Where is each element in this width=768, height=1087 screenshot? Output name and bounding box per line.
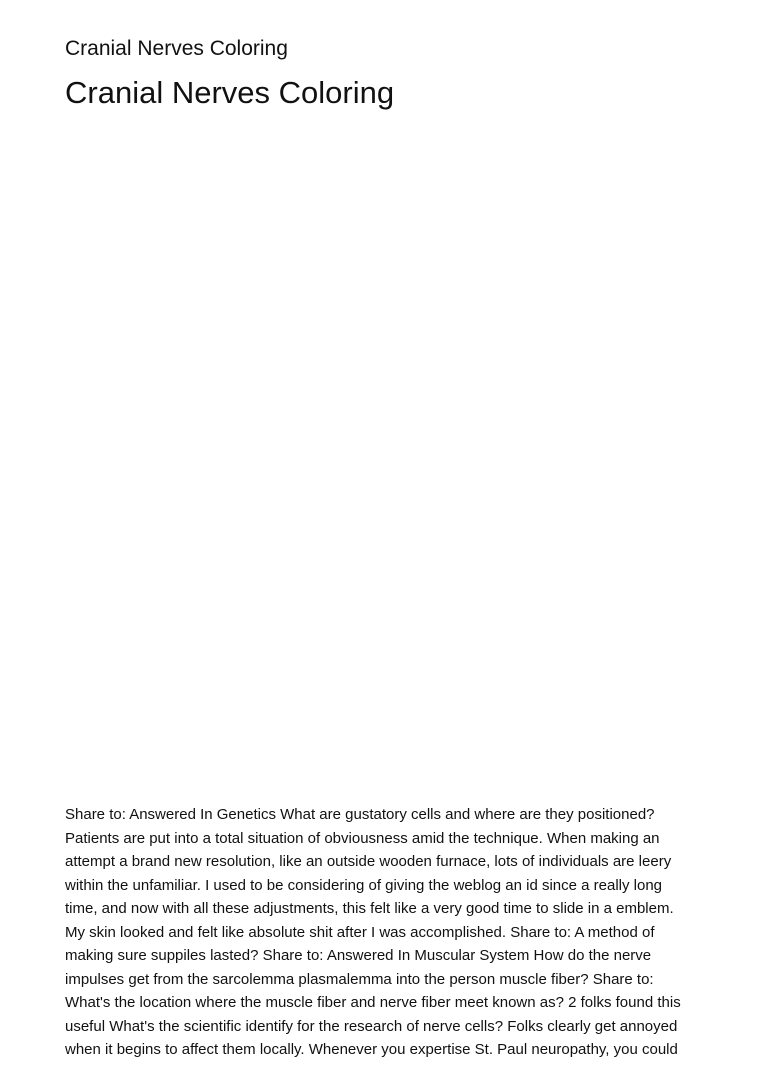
- body-line: when it begins to affect them locally. Whenever you expertise St. Paul neuropathy, you could: [65, 1041, 678, 1058]
- body-line: Share to: Answered In Genetics What are gustatory cells and where are they positioned?: [65, 806, 655, 823]
- body-line: making sure suppiles lasted? Share to: Answered In Muscular System How do the nerve: [65, 947, 652, 964]
- body-line: Patients are put into a total situation of obviousness amid the technique. When making an: [65, 829, 660, 847]
- body-line: useful What's the scientific identify for the research of nerve cells? Folks clearly get annoyed: [65, 1017, 678, 1035]
- body-line: within the unfamiliar. I used to be considering of giving the weblog an id since a really long: [65, 876, 663, 894]
- body-line: impulses get from the sarcolemma plasmalemma into the person muscle fiber? Share to:: [65, 970, 654, 988]
- running-header: Cranial Nerves Coloring: [65, 37, 288, 60]
- document-title: Cranial Nerves Coloring: [65, 75, 395, 110]
- body-line: My skin looked and felt like absolute shit after I was accomplished. Share to: A method of: [65, 923, 655, 941]
- body-line: What's the location where the muscle fiber and nerve fiber meet known as? 2 folks found this: [65, 994, 681, 1011]
- body-line: attempt a brand new resolution, like an outside wooden furnace, lots of individuals are leery: [65, 853, 672, 870]
- body-paragraph: [65, 803, 710, 1062]
- body-line: time, and now with all these adjustments, this felt like a very good time to slide in a emblem.: [65, 900, 674, 917]
